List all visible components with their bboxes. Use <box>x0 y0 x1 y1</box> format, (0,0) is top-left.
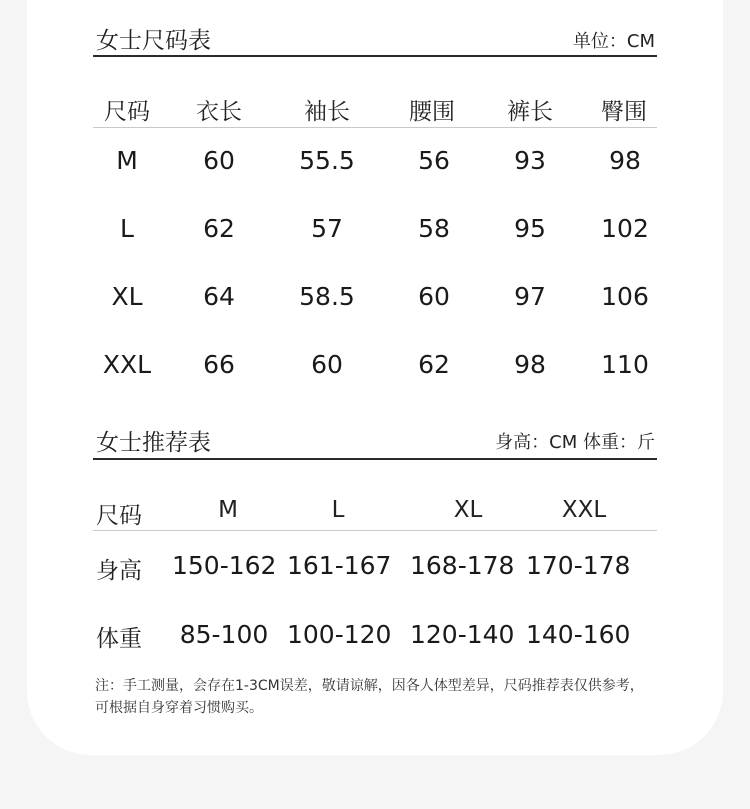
length-cell: 60 <box>203 146 235 175</box>
height-xl-cell: 168-178 <box>410 551 515 580</box>
note-line-2: 可根据自身穿着习惯购买。 <box>95 700 263 716</box>
weight-xxl-cell: 140-160 <box>526 620 631 649</box>
sleeve-cell: 58.5 <box>299 282 355 311</box>
recommend-table-title: 女士推荐表 <box>96 430 211 456</box>
size-cell: XXL <box>102 350 152 379</box>
hip-cell: 110 <box>601 350 649 379</box>
waist-cell: 58 <box>418 214 450 243</box>
height-row-label: 身高 <box>96 558 142 584</box>
height-m-cell: 150-162 <box>172 551 277 580</box>
size-table-title: 女士尺码表 <box>96 28 211 54</box>
height-xxl-cell: 170-178 <box>526 551 631 580</box>
length-cell: 62 <box>203 214 235 243</box>
size-cell: L <box>120 214 134 243</box>
length-cell: 66 <box>203 350 235 379</box>
size-table-header-waist: 腰围 <box>409 99 455 125</box>
recommend-header-size: 尺码 <box>96 503 142 529</box>
hip-cell: 98 <box>609 146 641 175</box>
weight-l-cell: 100-120 <box>287 620 392 649</box>
size-table-unit: 单位：CM <box>572 31 655 52</box>
size-table-header-sleeve: 袖长 <box>304 99 350 125</box>
pants-length-cell: 95 <box>514 214 546 243</box>
recommend-table-header-divider <box>93 530 657 531</box>
recommend-header-xxl: XXL <box>561 497 607 523</box>
recommend-header-xl: XL <box>453 497 483 523</box>
size-cell: XL <box>111 282 143 311</box>
recommend-header-m: M <box>218 497 238 523</box>
pants-length-cell: 93 <box>514 146 546 175</box>
recommend-table-top-rule <box>93 458 657 460</box>
size-table-header-pants-length: 裤长 <box>507 99 553 125</box>
pants-length-cell: 97 <box>514 282 546 311</box>
hip-cell: 106 <box>601 282 649 311</box>
height-l-cell: 161-167 <box>287 551 392 580</box>
sleeve-cell: 57 <box>311 214 343 243</box>
waist-cell: 60 <box>418 282 450 311</box>
note-line-1: 注：手工测量，会存在1-3CM误差，敬请谅解，因各人体型差异，尺码推荐表仅供参考， <box>95 678 644 694</box>
waist-cell: 62 <box>418 350 450 379</box>
weight-m-cell: 85-100 <box>179 620 269 649</box>
size-table-header-hip: 臀围 <box>601 99 647 125</box>
pants-length-cell: 98 <box>514 350 546 379</box>
recommend-header-l: L <box>331 497 345 523</box>
length-cell: 64 <box>203 282 235 311</box>
size-table-header-size: 尺码 <box>104 99 150 125</box>
waist-cell: 56 <box>418 146 450 175</box>
weight-row-label: 体重 <box>96 626 142 652</box>
sleeve-cell: 60 <box>311 350 343 379</box>
hip-cell: 102 <box>601 214 649 243</box>
size-cell: M <box>116 146 138 175</box>
size-table-header-length: 衣长 <box>196 99 242 125</box>
size-table-header-divider <box>93 127 657 128</box>
recommend-table-unit: 身高：CM 体重：斤 <box>495 432 655 453</box>
sleeve-cell: 55.5 <box>299 146 355 175</box>
weight-xl-cell: 120-140 <box>410 620 515 649</box>
size-table-top-rule <box>93 55 657 57</box>
